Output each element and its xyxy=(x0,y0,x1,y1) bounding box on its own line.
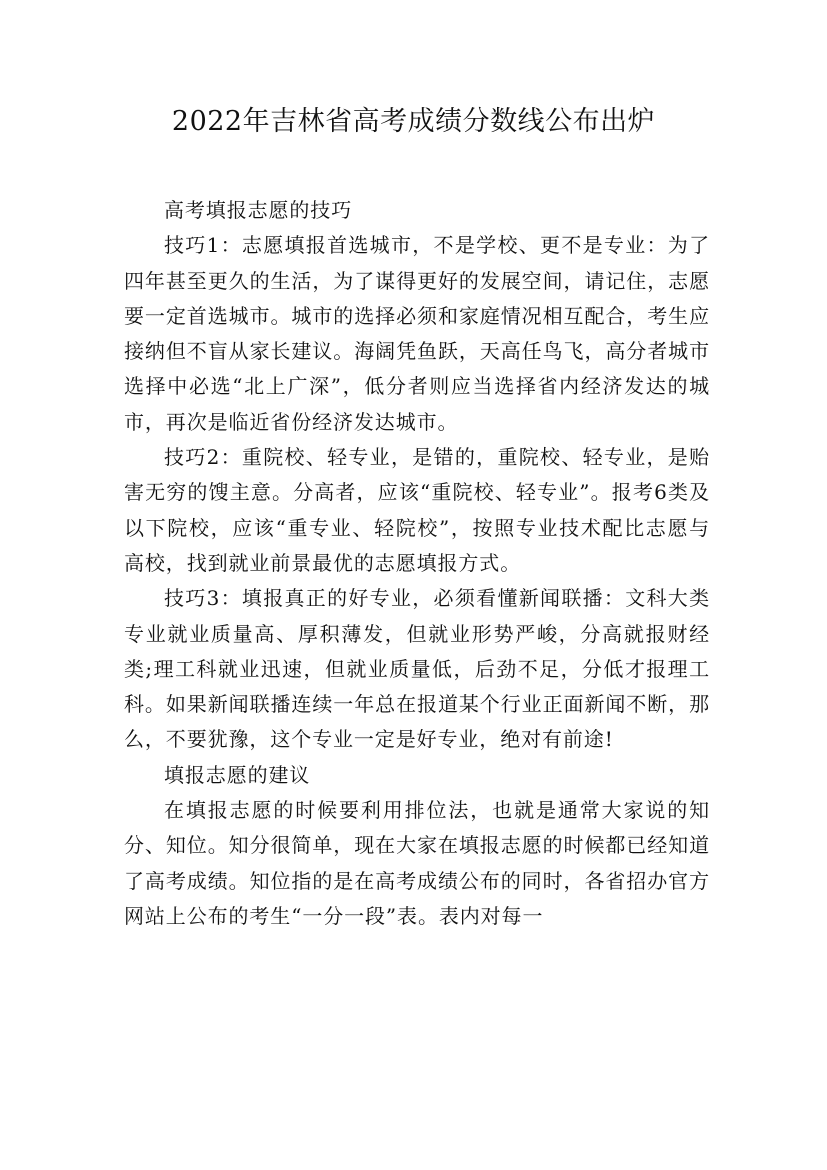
heading-tips: 高考填报志愿的技巧 xyxy=(164,198,353,222)
paragraph-ranking-method: 在填报志愿的时候要利用排位法，也就是通常大家说的知分、知位。知分很简单，现在大家在填报志愿的时候都已经知道了高考成绩。知位指的是在高考成绩公布的同时，各省招办官方网站上公布的考生“一分一段”表。表内对每一 xyxy=(124,798,710,928)
document-body xyxy=(124,193,710,934)
paragraph-tip-1: 技巧1：志愿填报首选城市，不是学校、更不是专业：为了四年甚至更久的生活，为了谋得更好的发展空间，请记住，志愿要一定首选城市。城市的选择必须和家庭情况相互配合，考生应接纳但不盲从家长建议。海阔凭鱼跃，天高任鸟飞，高分者城市选择中必选“北上广深”，低分者则应当选择省内经济发达的城市，再次是临近省份经济发达城市。 xyxy=(124,233,710,434)
paragraph-tip-2: 技巧2：重院校、轻专业，是错的，重院校、轻专业，是贻害无穷的馊主意。分高者，应该“重院校、轻专业”。报考6类及以下院校，应该“重专业、轻院校”，按照专业技术配比志愿与高校，找到就业前景最优的志愿填报方式。 xyxy=(124,445,710,575)
paragraph-tip-3: 技巧3：填报真正的好专业，必须看懂新闻联播：文科大类专业就业质量高、厚积薄发，但就业形势严峻，分高就报财经类;理工科就业迅速，但就业质量低，后劲不足，分低才报理工科。如果新闻联播连续一年总在报道某个行业正面新闻不断，那么，不要犹豫，这个专业一定是好专业，绝对有前途! xyxy=(124,586,710,752)
document-title: 2022年吉林省高考成绩分数线公布出炉 xyxy=(171,106,656,137)
heading-suggestions: 填报志愿的建议 xyxy=(164,762,311,787)
